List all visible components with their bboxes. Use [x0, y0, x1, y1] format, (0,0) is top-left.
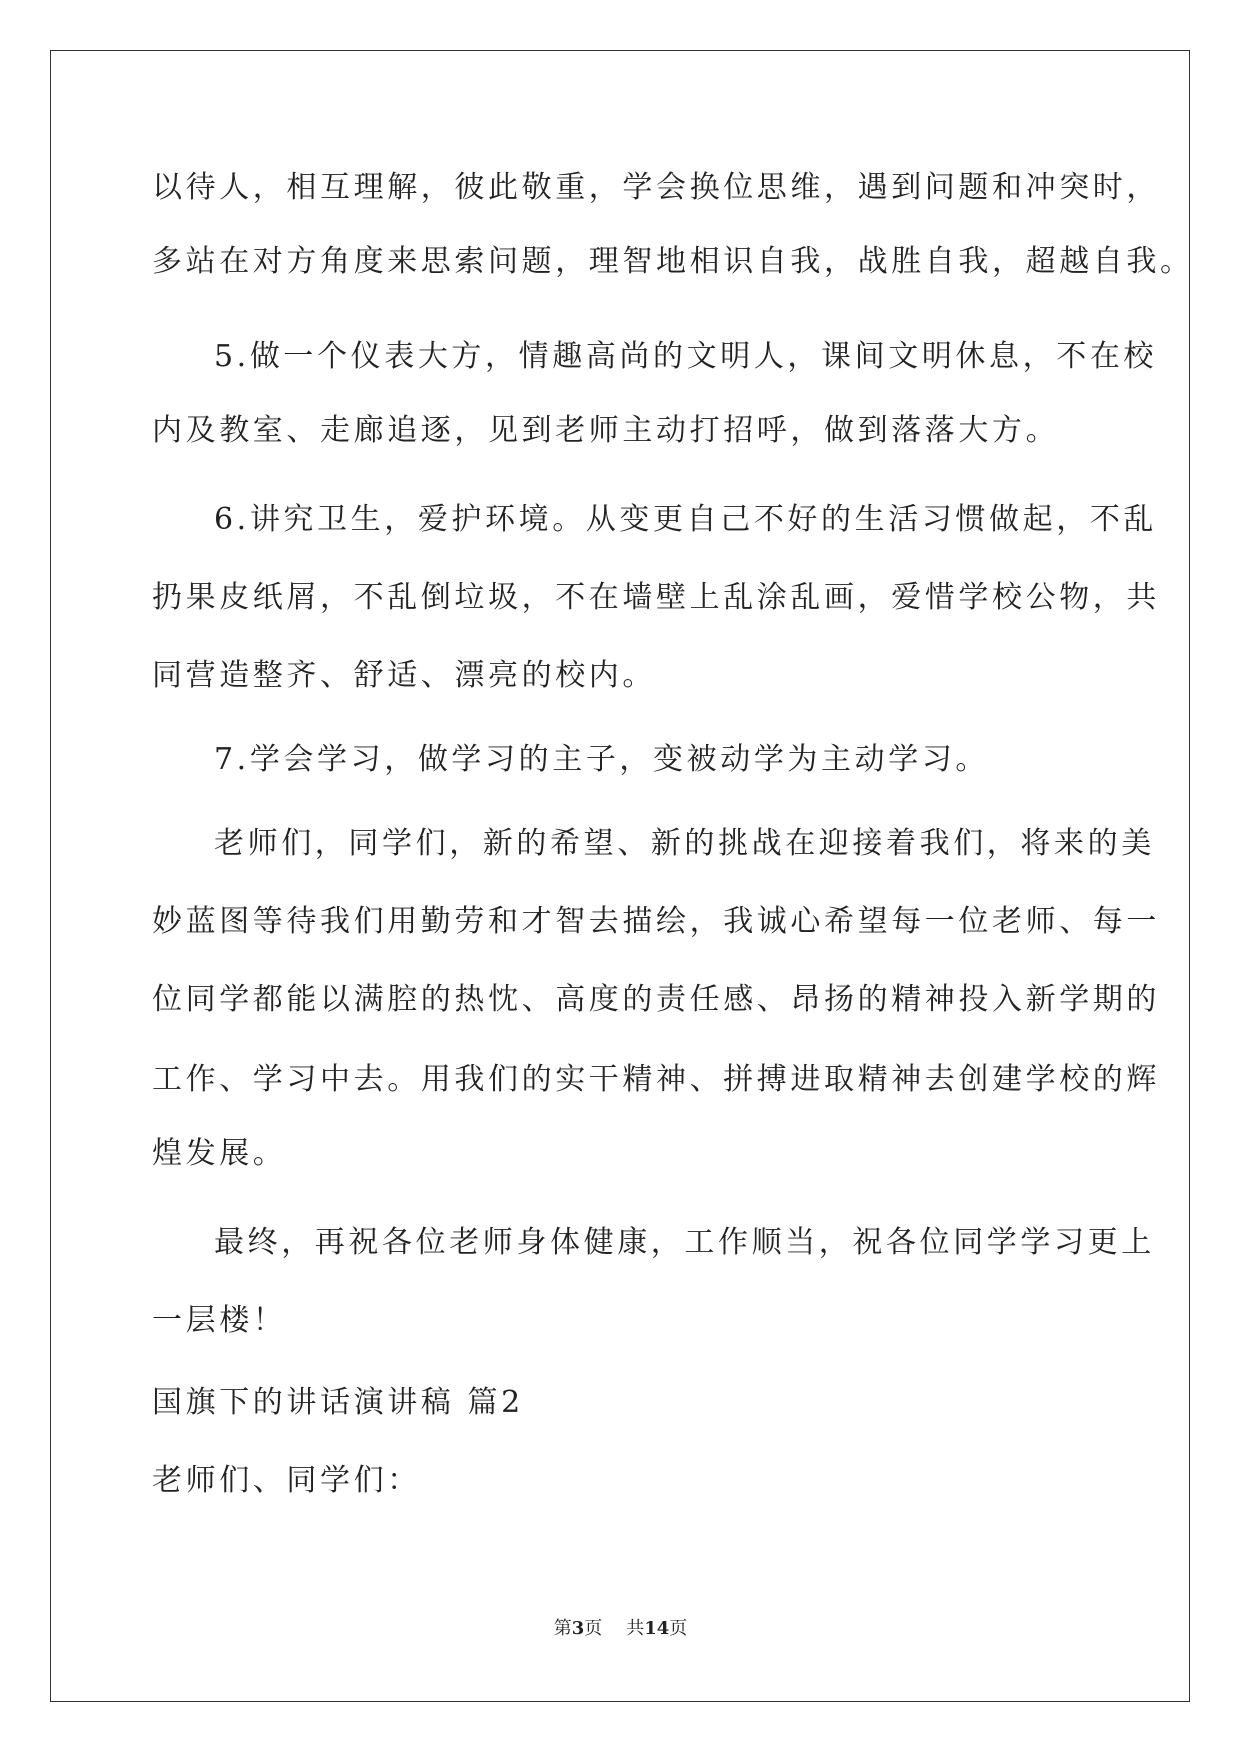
text-line: 工作、学习中去。用我们的实干精神、拼搏进取精神去创建学校的辉 [152, 1062, 1160, 1097]
total-suffix: 页 [669, 1618, 688, 1639]
total-pages: 14 [644, 1618, 670, 1639]
salutation: 老师们、同学们： [152, 1463, 421, 1498]
page-border [50, 50, 1190, 1702]
text-line: 同营造整齐、舒适、漂亮的校内。 [152, 658, 656, 693]
text-line: 以待人，相互理解，彼此敬重，学会换位思维，遇到问题和冲突时， [152, 170, 1160, 205]
text-line: 扔果皮纸屑，不乱倒垃圾，不在墙壁上乱涂乱画，爱惜学校公物，共 [152, 580, 1160, 615]
text-line: 多站在对方角度来思索问题，理智地相识自我，战胜自我，超越自我。 [152, 244, 1194, 279]
text-line: 妙蓝图等待我们用勤劳和才智去描绘，我诚心希望每一位老师、每一 [152, 904, 1160, 939]
page-footer [0, 1617, 1241, 1641]
page-prefix: 第 [553, 1618, 572, 1639]
total-prefix: 共 [626, 1618, 645, 1639]
text-line: 位同学都能以满腔的热忱、高度的责任感、昂扬的精神投入新学期的 [152, 982, 1160, 1017]
paragraph-first-line: 最终，再祝各位老师身体健康，工作顺当，祝各位同学学习更上 [214, 1225, 1155, 1260]
text-line: 内及教室、走廊追逐，见到老师主动打招呼，做到落落大方。 [152, 413, 1060, 448]
text-line: 一层楼！ [152, 1303, 287, 1338]
paragraph-first-line: 老师们，同学们，新的希望、新的挑战在迎接着我们，将来的美 [214, 826, 1155, 861]
paragraph-first-line: 6.讲究卫生，爱护环境。从变更自己不好的生活习惯做起，不乱 [214, 502, 1158, 537]
page-suffix: 页 [584, 1618, 603, 1639]
page-number: 3 [571, 1618, 585, 1639]
paragraph-first-line: 5.做一个仪表大方，情趣高尚的文明人，课间文明休息，不在校 [214, 339, 1158, 374]
text-line: 煌发展。 [152, 1136, 287, 1171]
paragraph-first-line: 7.学会学习，做学习的主子，变被动学为主动学习。 [214, 742, 990, 777]
section-heading: 国旗下的讲话演讲稿 篇2 [152, 1385, 524, 1420]
